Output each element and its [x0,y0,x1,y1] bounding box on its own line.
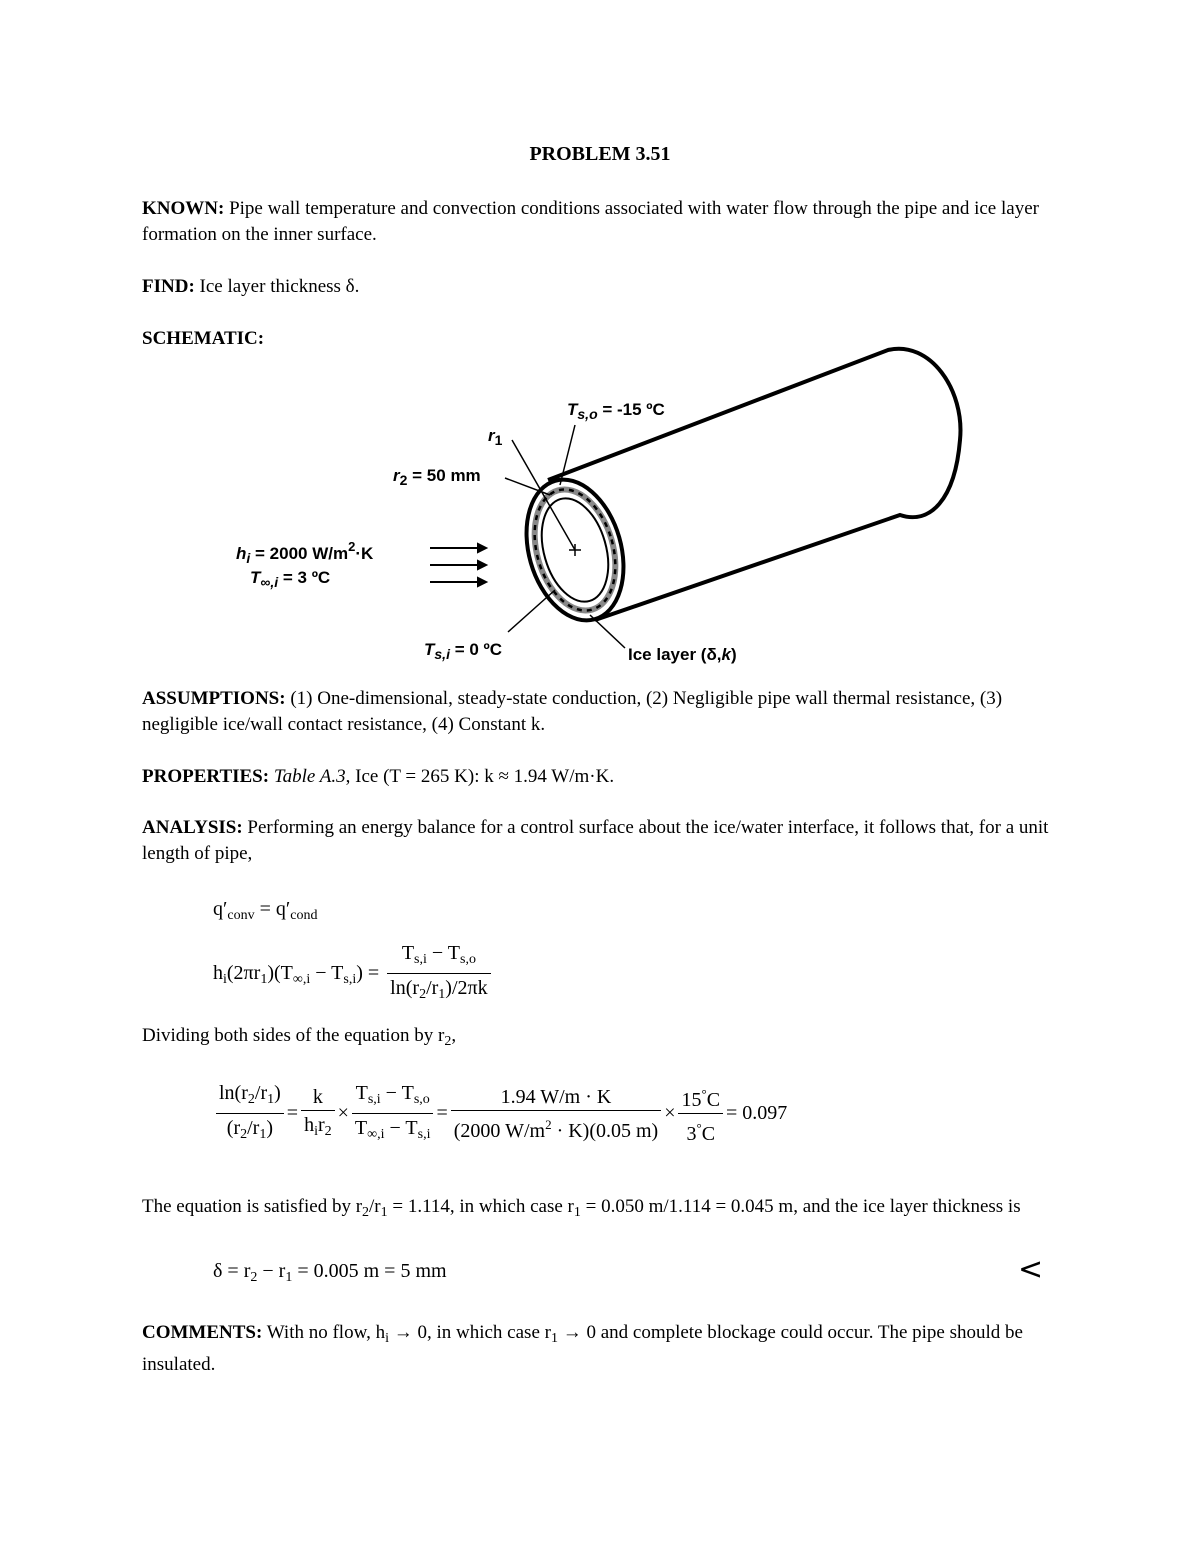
ice-leader [590,615,625,648]
known-text: Pipe wall temperature and convection conditions associated with water flow through the pipe and ice layer formation on the inner surface. [142,198,1039,245]
find-label: FIND: [142,276,195,297]
properties-table: Table A.3 [273,766,346,787]
eq3-fraction-2: $\frac{k}{h_ir_2}$ [301,1084,335,1146]
eq3-fraction-4: $\frac{1.94 W/m \cdot K}{(2000 W/m^2 \cdot K)(0.05 m)}$ [451,1084,661,1145]
ts-i-label: $T_{s,i} = 0$ ºC [424,640,503,662]
analysis-label: ANALYSIS: [142,817,243,838]
eq3-fraction-1: $\frac{\ln(r_2/r_1)}{(r_2/r_1)}$ [216,1080,284,1149]
assumptions-text: (1) One-dimensional, steady-state conduction, (2) Negligible pipe wall thermal resistance, (3) negligible ice/wall contact resistance, (4) Constant k. [142,688,1003,735]
assumptions-label: ASSUMPTIONS: [142,688,286,709]
equation-thickness: $\delta = r_2 - r_1 = 0.005$ m = 5 mm [213,1260,447,1285]
properties-label: PROPERTIES: [142,766,270,787]
analysis-text: Performing an energy balance for a control surface about the ice/water interface, it follows that, for a unit length of pipe, [142,817,1049,864]
properties-section [142,764,1062,790]
hi-label: $h_i = 2000$ $W/m^2\cdot K$ [236,539,374,566]
r1-label: $r_1$ [488,426,503,448]
equation-energy-balance: $q'_{conv} = q'_{cond}$ [213,898,318,923]
dividing-text: Dividing both sides of the equation by $r_2$, [142,1025,457,1049]
analysis-section [142,815,1062,867]
assumptions-section [142,686,1062,738]
problem-title: PROBLEM 3.51 [529,143,671,165]
answer-check-mark: < [1018,1252,1044,1287]
comments-label: COMMENTS: [142,1322,263,1343]
equation-convection-conduction: $h_i(2\pi r_1)(T_{\infty,i} - T_{s,i})$ = $\frac{T_{s,i} - T_{s,o}}{\ln(r_2/r_1)/2\pi k}$ [213,940,494,1009]
equation-solution: $\frac{\ln(r_2/r_1)}{(r_2/r_1)}$ = $\frac{k}{h_ir_2}$ × $\frac{T_{s,i} - T_{s,o}}{T_{\infty,i} - T_{s,i}}$ = $\frac{1.94 W/m \cdot K}{(2000 W/m^2 \cdot K)(0.05 m)}$ × $\frac{15^\circ C}{3^\circ C}$ = 0.097 [213,1080,787,1149]
eq3-fraction-5: $\frac{15^\circ C}{3^\circ C}$ [678,1081,723,1148]
ts-o-label: $T_{s,o} = -15$ ºC [567,400,665,422]
flow-arrows [430,544,486,586]
properties-text: , Ice (T = 265 K): k ≈ 1.94 W/m·K. [345,766,615,787]
comments-section: COMMENTS: With no flow, $h_i \to 0$, in which case $r_1 \to 0$ and complete blockage could occur. The pipe should be insulated. [142,1322,1023,1375]
t-inf-label: $T_{\infty,i} = 3$ ºC [250,568,331,590]
eq3-fraction-3: $\frac{T_{s,i} - T_{s,o}}{T_{\infty,i} - T_{s,i}}$ [352,1080,434,1149]
ice-layer-label: Ice layer (δ,k) [628,645,737,664]
known-label: KNOWN: [142,198,225,219]
tsi-leader [508,590,555,632]
pipe-schematic [0,0,1200,700]
satisfied-text: The equation is satisfied by $r_2/r_1 = 1.114$, in which case $r_1 = 0.050$ m/1.114 = 0.045 m, and the ice layer thickness is [142,1196,1021,1220]
find-text: Ice layer thickness δ. [199,276,360,297]
equation-2-fraction: $\frac{T_{s,i} - T_{s,o}}{\ln(r_2/r_1)/2\pi k}$ [387,940,490,1009]
schematic-label: SCHEMATIC: [142,328,265,349]
r2-label: $r_2 = 50$ mm [393,466,481,488]
tso-leader [560,425,575,485]
